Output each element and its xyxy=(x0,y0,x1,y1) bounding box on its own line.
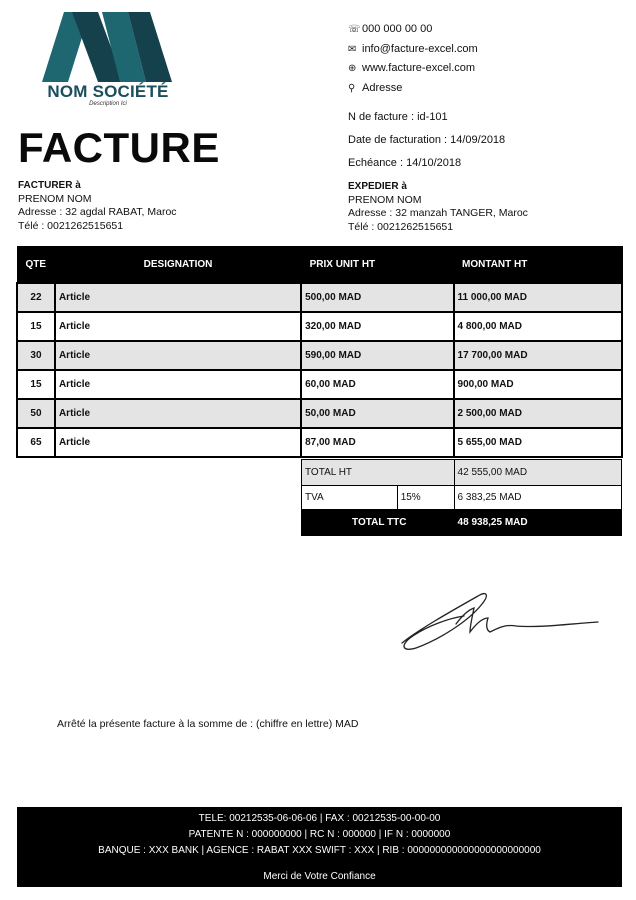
cell-qte: 15 xyxy=(17,312,55,341)
contact-website: www.facture-excel.com xyxy=(362,62,476,74)
total-ttc-value: 48 938,25 MAD xyxy=(454,510,621,536)
ship-to-phone: Télé : 0021262515651 xyxy=(348,220,454,233)
bill-to-block xyxy=(18,179,177,233)
items-table xyxy=(16,246,623,458)
invoice-meta xyxy=(348,106,505,175)
bill-to-name: PRENOM NOM xyxy=(18,192,92,205)
bill-to-address: Adresse : 32 agdal RABAT, Maroc xyxy=(18,206,177,218)
contact-email-row xyxy=(348,40,478,60)
bill-to-label: FACTURER à xyxy=(18,180,81,191)
tva-rate: 15% xyxy=(397,486,454,510)
signature xyxy=(398,588,603,658)
cell-montant: 11 000,00 MAD xyxy=(454,283,622,312)
invoice-title: FACTURE xyxy=(18,124,220,171)
company-logo xyxy=(38,12,178,112)
mail-icon: ✉ xyxy=(348,43,357,55)
contact-phone-row xyxy=(348,20,478,40)
footer-registration: PATENTE N : 000000000 | RC N : 000000 | IF N : 0000000 xyxy=(188,829,451,840)
cell-montant: 900,00 MAD xyxy=(454,370,622,399)
cell-montant: 5 655,00 MAD xyxy=(454,428,622,457)
cell-designation: Article xyxy=(55,341,301,370)
table-row xyxy=(17,312,622,341)
ship-to-label: EXPEDIER à xyxy=(348,181,407,192)
cell-qte: 22 xyxy=(17,283,55,312)
company-description: Description Ici xyxy=(89,101,127,107)
logo-mark-icon xyxy=(42,12,172,82)
total-ttc-label: TOTAL TTC xyxy=(302,510,455,536)
footer xyxy=(17,807,622,887)
cell-prix: 50,00 MAD xyxy=(301,399,453,428)
cell-montant: 4 800,00 MAD xyxy=(454,312,622,341)
cell-prix: 60,00 MAD xyxy=(301,370,453,399)
tva-row xyxy=(302,486,622,510)
header-designation: DESIGNATION xyxy=(55,247,301,283)
footer-thanks: Merci de Votre Confiance xyxy=(263,871,376,882)
amount-in-words: Arrêté la présente facture à la somme de : (chiffre en lettre) MAD xyxy=(57,718,359,730)
invoice-number: N de facture : id-101 xyxy=(348,111,448,123)
company-name: NOM SOCIÉTÉ xyxy=(47,82,169,101)
header-montant: MONTANT HT xyxy=(454,247,622,283)
cell-designation: Article xyxy=(55,312,301,341)
header-prix-unit: PRIX UNIT HT xyxy=(301,247,453,283)
cell-prix: 590,00 MAD xyxy=(301,341,453,370)
cell-montant: 17 700,00 MAD xyxy=(454,341,622,370)
cell-designation: Article xyxy=(55,283,301,312)
tva-amount: 6 383,25 MAD xyxy=(454,486,621,510)
cell-designation: Article xyxy=(55,399,301,428)
table-row xyxy=(17,428,622,457)
cell-qte: 15 xyxy=(17,370,55,399)
contact-block xyxy=(348,20,478,98)
ship-to-block xyxy=(348,180,528,234)
total-ttc-row xyxy=(302,510,622,536)
footer-bank: BANQUE : XXX BANK | AGENCE : RABAT XXX SWIFT : XXX | RIB : 000000000000000000000000 xyxy=(98,845,541,856)
phone-icon: ☏ xyxy=(348,24,361,35)
ship-to-address: Adresse : 32 manzah TANGER, Maroc xyxy=(348,207,528,219)
contact-address: Adresse xyxy=(362,81,403,94)
invoice-due-date: Echéance : 14/10/2018 xyxy=(348,157,462,169)
contact-email: info@facture-excel.com xyxy=(362,42,478,55)
cell-designation: Article xyxy=(55,370,301,399)
table-row xyxy=(17,283,622,312)
table-row xyxy=(17,399,622,428)
contact-phone: 000 000 00 00 xyxy=(362,23,433,35)
cell-qte: 50 xyxy=(17,399,55,428)
cell-prix: 320,00 MAD xyxy=(301,312,453,341)
bill-to-phone: Télé : 0021262515651 xyxy=(18,219,124,232)
footer-phone-fax: TELE: 00212535-06-06-06 | FAX : 00212535-00-00-00 xyxy=(198,813,441,824)
contact-address-row xyxy=(348,79,478,99)
cell-designation: Article xyxy=(55,428,301,457)
contact-web-row xyxy=(348,59,478,79)
cell-prix: 500,00 MAD xyxy=(301,283,453,312)
totals-table xyxy=(301,459,622,536)
total-ht-value: 42 555,00 MAD xyxy=(454,460,621,486)
cell-qte: 30 xyxy=(17,341,55,370)
invoice-date: Date de facturation : 14/09/2018 xyxy=(348,134,506,146)
ship-to-name: PRENOM NOM xyxy=(348,193,422,206)
total-ht-row xyxy=(302,460,622,486)
items-table-header xyxy=(17,247,622,283)
total-ht-label: TOTAL HT xyxy=(302,460,455,486)
cell-prix: 87,00 MAD xyxy=(301,428,453,457)
header-qte: QTE xyxy=(17,247,55,283)
map-pin-icon: ⚲ xyxy=(348,82,356,94)
globe-icon: ⊕ xyxy=(348,63,357,74)
tva-label: TVA xyxy=(302,486,398,510)
cell-qte: 65 xyxy=(17,428,55,457)
table-row xyxy=(17,370,622,399)
table-row xyxy=(17,341,622,370)
cell-montant: 2 500,00 MAD xyxy=(454,399,622,428)
